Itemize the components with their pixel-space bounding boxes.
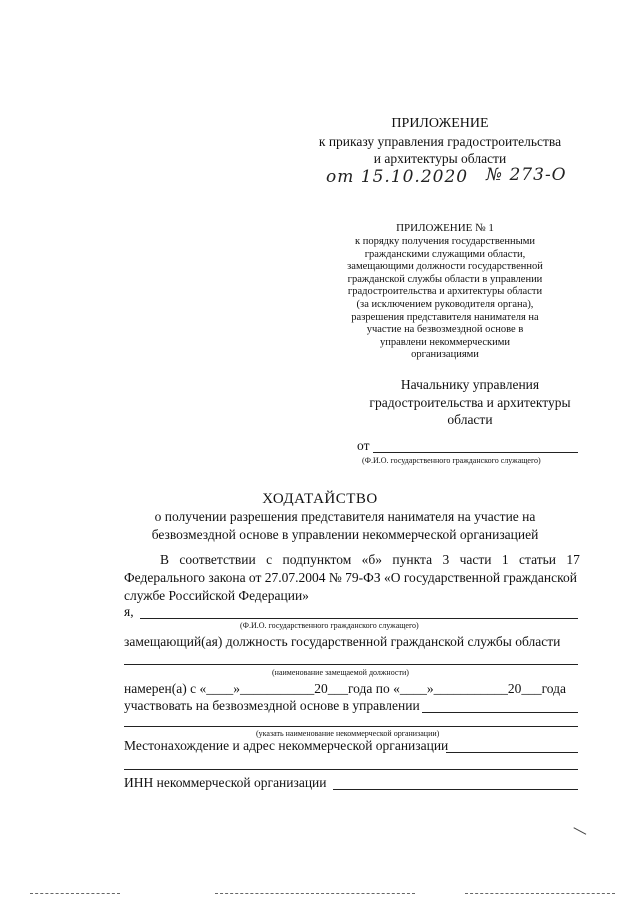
intro-word: пункта [392,552,433,567]
intro-word: статьи [519,552,557,567]
intro-line3: службе Российской Федерации» [124,588,309,603]
appendix-1-text [320,236,570,362]
appendix-1-line: замещающими должности государственной [347,261,543,273]
scan-bottom-line-1 [30,893,120,894]
location-line [446,752,578,753]
appendix-1-line: гражданской службы области в управлении [347,273,543,285]
intro-word: 1 [501,552,509,567]
dates-line: намерен(а) с «____»___________20___года по «____»___________20___года [124,681,567,696]
handwritten-order-number: № 273-О [486,165,567,185]
fio-caption: (Ф.И.О. государственного гражданского служащего) [240,621,419,630]
petition-subtitle2: безвозмездной основе в управлении некоммерческой организацией [151,527,539,542]
addressee-line3: области [447,412,493,427]
appendix-1-line: организациями [411,349,479,361]
petition-subtitle1: о получении разрешения представителя нанимателя на участие на [154,509,536,524]
scan-mark [570,827,587,842]
petition-title: ХОДАТАЙСТВО [262,491,378,507]
location-line-2 [124,769,578,770]
inn-label: ИНН некоммерческой организации [124,775,327,790]
ya-label: я, [124,604,134,619]
location-label: Местонахождение и адрес некоммерческой организации [124,738,449,753]
appendix-header-line2: и архитектуры области [373,151,507,166]
appendix-header-title: ПРИЛОЖЕНИЕ [391,116,489,131]
fio-line [140,618,578,619]
addressee-line2: градостроительства и архитектуры [369,395,571,410]
inn-line [333,789,578,790]
position-blank-line [124,664,578,665]
participate-blank-line [422,712,578,713]
intro-word: с [266,552,273,567]
appendix-1-line: градостроительства и архитектуры области [347,286,543,298]
from-line [373,452,578,453]
handwritten-date: от 15.10.2020 [326,167,469,187]
addressee-line1: Начальнику управления [400,377,540,392]
intro-word: 17 [566,552,580,567]
appendix-1-line: гражданскими служащими области, [364,248,526,260]
org-caption: (указать наименование некоммерческой организации) [256,729,440,738]
position-caption: (наименование замещаемой должности) [272,668,409,677]
appendix-1-line: (за исключением руководителя органа), [356,298,534,310]
scan-bottom-line-3 [465,893,615,894]
intro-word: В [160,552,170,567]
position-line: замещающий(ая) должность государственной гражданской службы области [124,634,561,649]
from-caption: (Ф.И.О. государственного гражданского служащего) [362,456,541,465]
appendix-1-title: ПРИЛОЖЕНИЕ № 1 [396,222,494,234]
appendix-1-line: управлени некоммерческими [379,336,511,348]
intro-word: «б» [361,552,383,567]
appendix-1-line: разрешения представителя нанимателя на [351,311,539,323]
appendix-1-line: к порядку получения государственными [355,236,535,247]
scan-bottom-line-2 [215,893,415,894]
participate-line: участвовать на безвозмездной основе в управлении [124,698,420,713]
appendix-1-line: участие на безвозмездной основе в [366,324,524,336]
intro-word: подпунктом [282,552,352,567]
org-name-line [124,726,578,727]
from-label: от [357,438,370,453]
intro-word: части [459,552,492,567]
intro-line1 [160,552,580,568]
intro-line2: Федерального закона от 27.07.2004 № 79-ФЗ «О государственной гражданской [124,570,577,585]
appendix-header-line1: к приказу управления градостроительства [318,134,562,149]
intro-word: 3 [442,552,450,567]
intro-word: соответствии [179,552,256,567]
